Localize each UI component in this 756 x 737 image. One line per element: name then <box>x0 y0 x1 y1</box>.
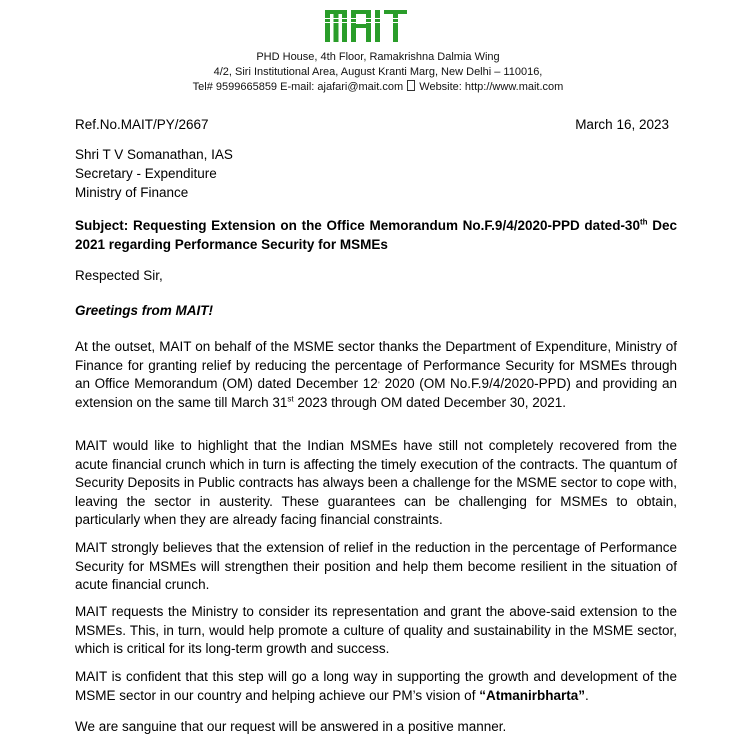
mait-logo <box>323 6 409 44</box>
paragraph-3: MAIT strongly believes that the extension of relief in the reduction in the percentage of Performance Security for MSMEs will strengthen their position and help them become resilient in the situation of acute financial crunch. <box>75 540 677 593</box>
recipient-ministry: Ministry of Finance <box>75 185 189 200</box>
paragraph-4: MAIT requests the Ministry to consider its representation and grant the above-said extension to the MSMEs. This, in turn, would help promote a culture of quality and sustainability in the MSME sector, which is critical for its long-term growth and success. <box>75 604 677 657</box>
reference-number: Ref.No.MAIT/PY/2667 <box>75 117 209 132</box>
paragraph-2: MAIT would like to highlight that the Indian MSMEs have still not completely recovered from the acute financial crunch which in turn is affecting the timely execution of the contracts. The quantum of Security Deposits in Public contracts has always been a challenge for the MSME sector to cope with, leaving the sector in austerity. These guarantees can be challenging for MSMEs to obtain, particularly when they are already facing financial constraints. <box>75 438 677 528</box>
subject-line: Subject: Requesting Extension on the Office Memorandum No.F.9/4/2020-PPD dated-30th Dec 2021 regarding Performance Security for MSMEs <box>75 217 677 252</box>
contact-tel-email: Tel# 9599665859 E-mail: ajafari@mait.com <box>192 81 404 93</box>
contact-line <box>0 80 756 95</box>
address-line-2: 4/2, Siri Institutional Area, August Kranti Marg, New Delhi – 110016, <box>213 66 543 78</box>
letterhead-address <box>0 50 756 95</box>
salutation: Respected Sir, <box>75 268 163 283</box>
recipient-block <box>75 145 233 202</box>
contact-website: Website: http://www.mait.com <box>419 81 564 93</box>
letter-date: March 16, 2023 <box>575 117 669 132</box>
recipient-name: Shri T V Somanathan, IAS <box>75 147 233 162</box>
paragraph-5: MAIT is confident that this step will go a long way in supporting the growth and development of the MSME sector in our country and helping achieve our PM’s vision of “Atmanirbharta”. <box>75 669 677 703</box>
address-line-1: PHD House, 4th Floor, Ramakrishna Dalmia Wing <box>256 51 500 63</box>
separator-box-icon <box>407 80 415 91</box>
atmanirbharta-emphasis: “Atmanirbharta” <box>479 687 585 703</box>
paragraph-6: We are sanguine that our request will be answered in a positive manner. <box>75 719 507 734</box>
recipient-title: Secretary - Expenditure <box>75 166 217 181</box>
paragraph-1: At the outset, MAIT on behalf of the MSME sector thanks the Department of Expenditure, Ministry of Finance for granting relief by reducing the percentage of Performance Security for MSMEs through an Office Memorandum (OM) dated December 12, 2020 (OM No.F.9/4/2020-PPD) and providing an extension on the same till March 31st 2023 through OM dated December 30, 2021. <box>75 339 677 410</box>
greeting: Greetings from MAIT! <box>75 303 214 318</box>
